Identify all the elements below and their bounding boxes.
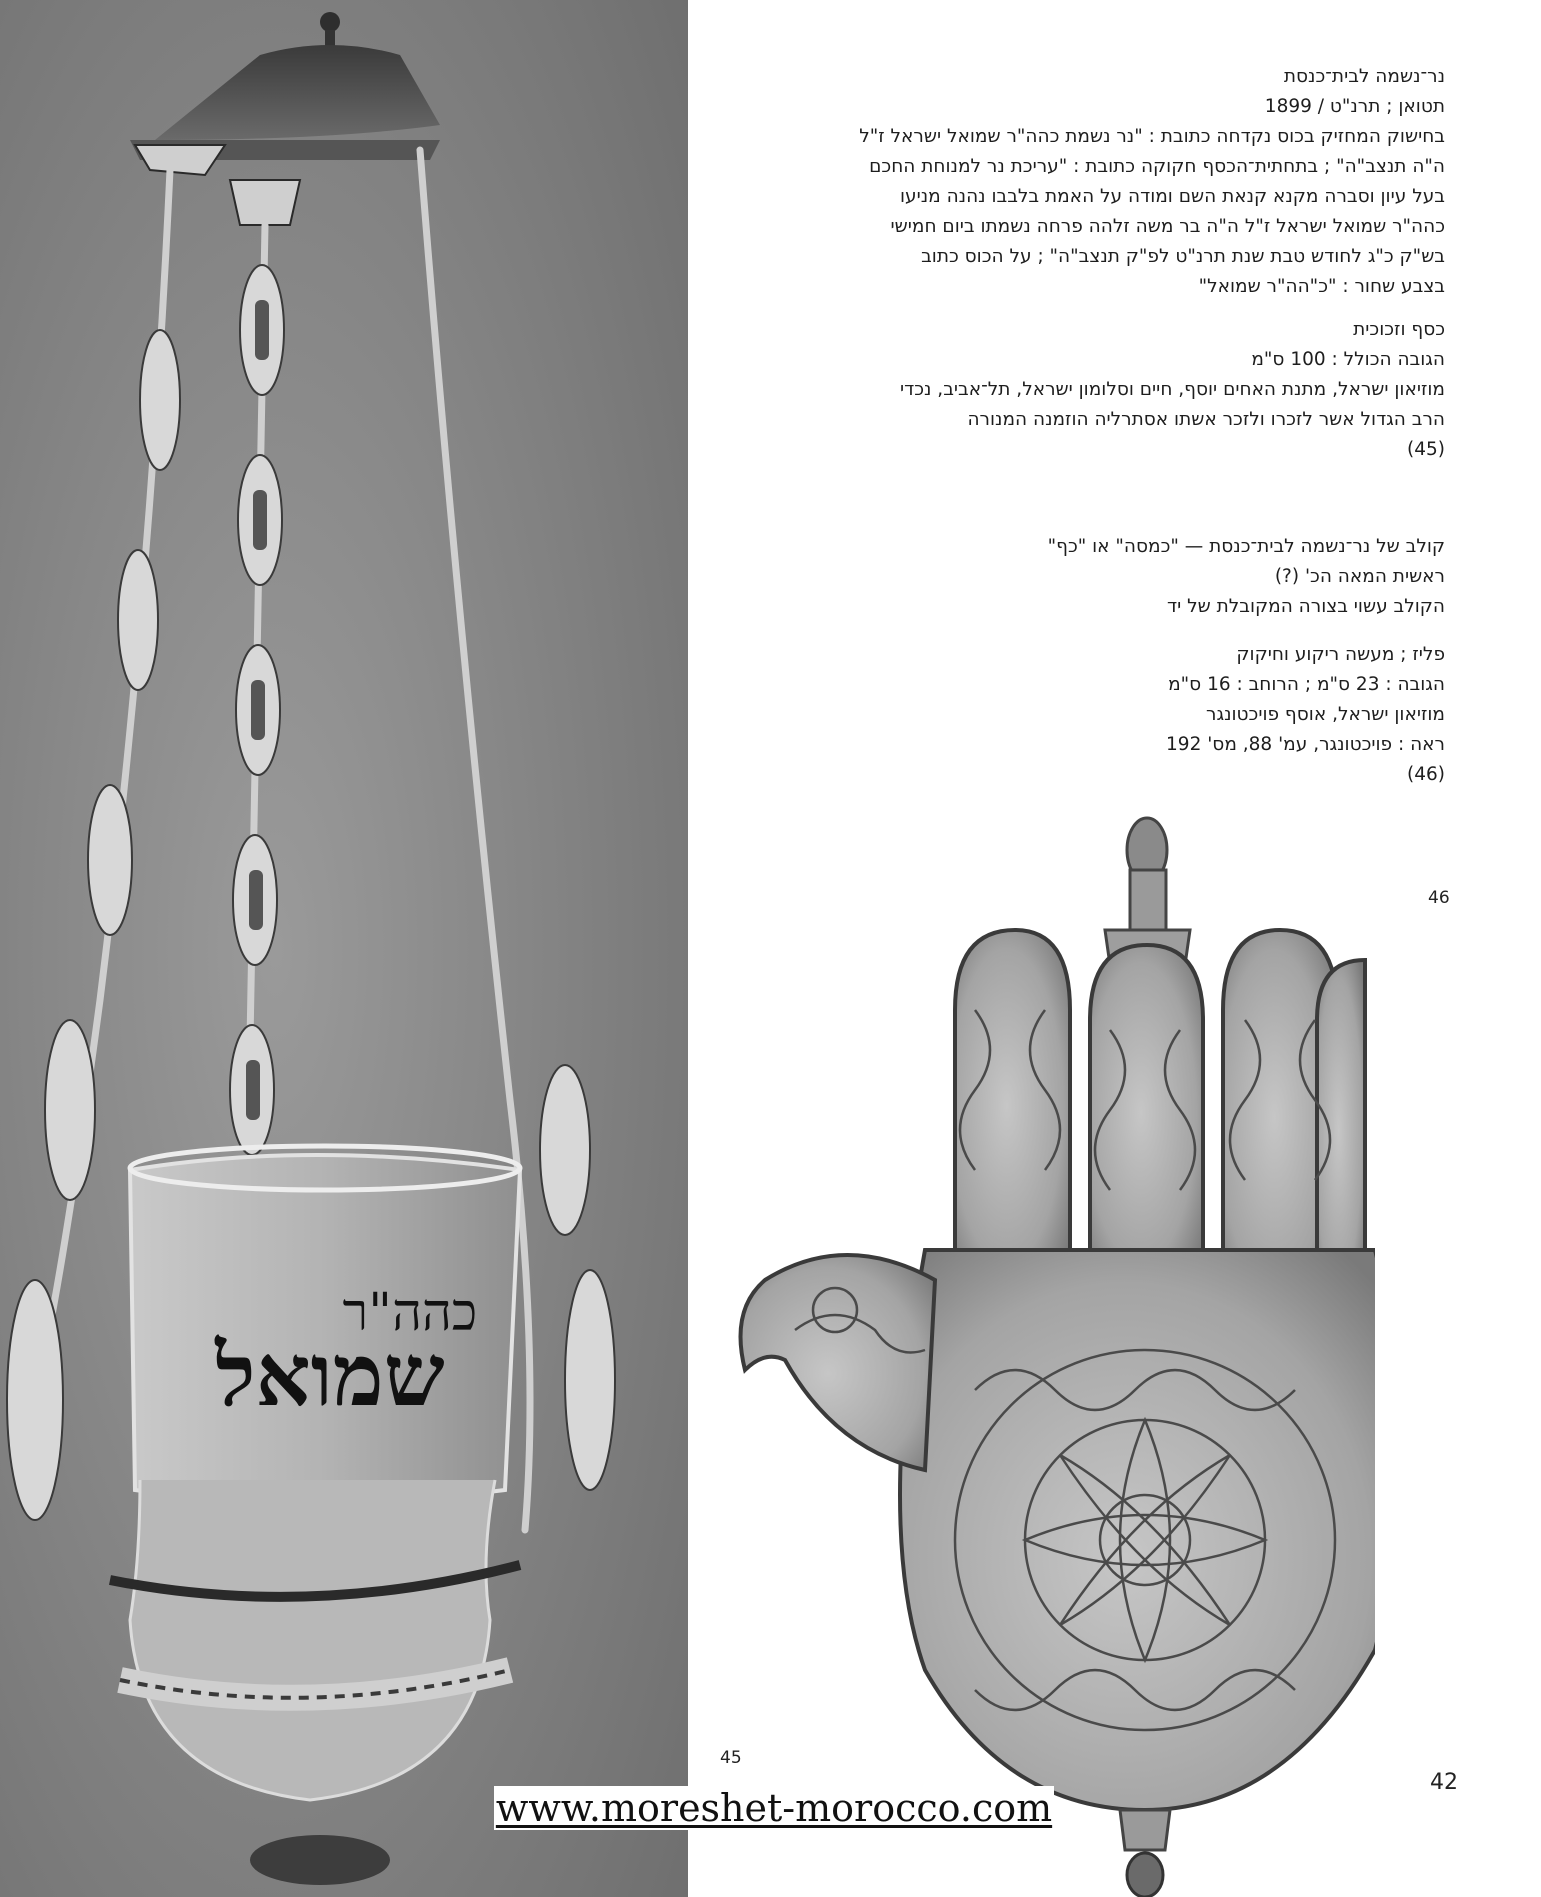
- caption-45-ref: (45): [1407, 439, 1445, 460]
- caption-45: [705, 62, 1445, 302]
- figure-label-46: 46: [1428, 888, 1450, 908]
- caption-45-inscription-1: בחישוק המחזיק בכוס נקדחה כתובת : "נר נשמת כהה"ר שמואל ישראל ז"ל: [859, 126, 1445, 147]
- caption-46-dimensions: הגובה : 23 ס"מ ; הרוחב : 16 ס"מ: [1168, 674, 1445, 695]
- page-number: 42: [1430, 1770, 1458, 1795]
- caption-45-material: כסף וזכוכית: [1353, 319, 1445, 340]
- caption-46-desc: הקולב עשוי בצורה המקובלת של יד: [1166, 596, 1445, 617]
- caption-45-place-date: תטואן ; תרנ"ט / 1899: [1264, 96, 1445, 117]
- caption-46-ref: (46): [1407, 764, 1445, 785]
- glass-inscription-line1: כהה"ר: [342, 1283, 478, 1343]
- hamsa-illustration: [725, 810, 1375, 1897]
- caption-45-collection-2: הרב הגדול אשר לזכרו ולזכר אשתו אסתרליה הוזמנה המנורה: [967, 409, 1445, 430]
- lamp-photo: [0, 0, 688, 1897]
- caption-45-inscription-6: בצבע שחור : "כ"הה"ר שמואל": [1198, 276, 1445, 297]
- watermark-url-link[interactable]: www.moreshet-morocco.com: [495, 1786, 1053, 1830]
- caption-46-material: פליז ; מעשה ריקוע וחיקוק: [1236, 644, 1445, 665]
- caption-45-collection-1: מוזיאון ישראל, מתנת האחים יוסף, חיים וסלומון ישראל, תל־אביב, נכדי: [900, 379, 1445, 400]
- caption-45-inscription-4: כהה"ר שמואל ישראל ז"ל ה"ה בר משה זלהה פרחה נשמתו ביום חמישי: [890, 216, 1445, 237]
- caption-46-date: ראשית המאה הכ' (?): [1274, 566, 1445, 587]
- caption-46-title: קולב של נר־נשמה לבית־כנסת — "כמסה" או "כף": [1047, 536, 1445, 557]
- caption-45-inscription-3: בעל עיון וסברה מקנא קנאת השם ומודה על האמת בלבבו נהנה מניעו: [899, 186, 1445, 207]
- caption-45-details: [705, 315, 1445, 465]
- figure-label-45: 45: [720, 1748, 742, 1768]
- caption-46: [705, 532, 1445, 622]
- caption-45-inscription-5: בש"ק כ"ג לחודש טבת שנת תרנ"ט לפ"ק תנצב"ה" ; על הכוס כתוב: [921, 246, 1445, 267]
- lamp-illustration: [0, 0, 688, 1897]
- caption-46-see: ראה : פויכטונגר, עמ' 88, מס' 192: [1166, 734, 1445, 755]
- caption-46-details: [705, 640, 1445, 790]
- caption-46-collection: מוזיאון ישראל, אוסף פויכטונגר: [1206, 704, 1445, 725]
- caption-45-height: הגובה הכולל : 100 ס"מ: [1251, 349, 1445, 370]
- glass-inscription-line2: שמואל: [215, 1325, 445, 1426]
- caption-45-title: נר־נשמה לבית־כנסת: [1283, 66, 1445, 87]
- caption-45-inscription-2: ה"ה תנצב"ה" ; בתחתית־הכסף חקוקה כתובת : "עריכת נר למנוחת החכם: [869, 156, 1445, 177]
